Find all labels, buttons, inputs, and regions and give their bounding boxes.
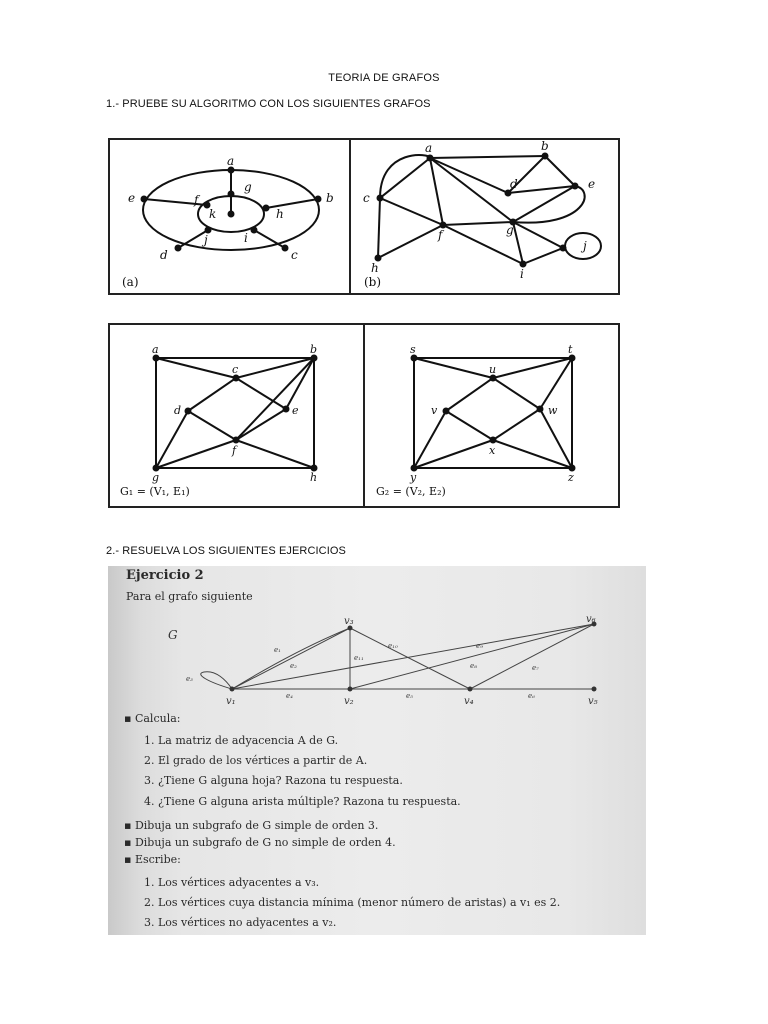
edge-e4: e₄ [286, 692, 293, 700]
fig-b-label-e: e [588, 177, 596, 191]
fig-a-label-e: e [128, 191, 136, 205]
fig-a-label-f: f [194, 193, 199, 207]
write-item-3: 3. Los vértices no adyacentes a v₂. [144, 916, 337, 929]
exercise-subtitle: Para el grafo siguiente [126, 590, 253, 603]
fig-a-label-j: j [204, 233, 208, 247]
g2-label-v: v [431, 404, 438, 417]
g1-label-d: d [174, 404, 182, 417]
edge-e9: e₉ [476, 642, 483, 650]
g1-label-c: c [232, 363, 239, 376]
vertex-v5: v₅ [588, 696, 598, 707]
g1-caption: G₁ = (V₁, E₁) [120, 485, 190, 498]
fig-a-label-k: k [209, 207, 217, 221]
fig-a-caption: (a) [122, 275, 139, 289]
fig-b-label-j: j [583, 239, 587, 253]
bullet-2: ▪ Dibuja un subgrafo de G no simple de orden 4. [124, 836, 396, 849]
graphs-g1-g2-svg [108, 323, 620, 509]
g1-label-h: h [310, 471, 318, 484]
fig-b-label-g: g [506, 223, 514, 237]
g2-label-y: y [410, 471, 417, 484]
edge-e3: e₃ [186, 675, 193, 683]
fig-a-label-a: a [227, 154, 235, 168]
g1-label-e: e [292, 404, 299, 417]
edge-e1: e₁ [274, 646, 281, 654]
vertex-v4: v₄ [464, 696, 474, 707]
g1-label-b: b [310, 343, 318, 356]
fig-b-label-d: d [510, 177, 518, 191]
g1-label-g: g [152, 471, 160, 484]
fig-a-label-c: c [291, 248, 298, 262]
g2-label-u: u [489, 363, 497, 376]
fig-a-label-i: i [244, 231, 248, 245]
fig-b-label-b: b [541, 139, 549, 153]
fig-b-label-h: h [371, 261, 379, 275]
edge-e5: e₅ [406, 692, 413, 700]
calc-item-2: 2. El grado de los vértices a partir de A. [144, 754, 368, 767]
fig-a-label-h: h [276, 207, 284, 221]
edge-e10: e₁₀ [388, 642, 398, 650]
fig-b-label-c: c [363, 191, 370, 205]
calc-label: ▪ Calcula: [124, 712, 181, 725]
g2-caption: G₂ = (V₂, E₂) [376, 485, 446, 498]
calc-item-4: 4. ¿Tiene G alguna arista múltiple? Razona tu respuesta. [144, 795, 461, 808]
calc-item-1: 1. La matriz de adyacencia A de G. [144, 734, 339, 747]
figure-graphs-a-b [108, 138, 620, 296]
write-item-2: 2. Los vértices cuya distancia mínima (menor número de aristas) a v₁ es 2. [144, 896, 561, 909]
g1-label-a: a [152, 343, 159, 356]
graphs-a-b-svg [108, 138, 620, 296]
fig-b-caption: (b) [364, 275, 382, 289]
exercise-graph-name: G [168, 628, 178, 642]
section-2-heading: 2.- RESUELVA LOS SIGUIENTES EJERCICIOS [106, 545, 346, 557]
figure-graphs-g1-g2 [108, 323, 620, 509]
g2-label-z: z [568, 471, 574, 484]
g2-label-s: s [410, 343, 416, 356]
g2-label-w: w [548, 404, 558, 417]
g1-label-f: f [232, 444, 237, 457]
fig-b-label-i: i [520, 267, 524, 281]
fig-b-label-f: f [438, 228, 443, 242]
edge-e8: e₈ [470, 662, 477, 670]
section-1-heading: 1.- PRUEBE SU ALGORITMO CON LOS SIGUIENTES GRAFOS [106, 98, 431, 110]
vertex-v1: v₁ [226, 696, 236, 707]
vertex-v2: v₂ [344, 696, 354, 707]
g2-label-t: t [568, 343, 573, 356]
bullet-3: ▪ Escribe: [124, 853, 181, 866]
vertex-v3: v₃ [344, 616, 354, 627]
bullet-1: ▪ Dibuja un subgrafo de G simple de orden 3. [124, 819, 379, 832]
fig-a-label-d: d [160, 248, 168, 262]
document-title: TEORIA DE GRAFOS [328, 72, 440, 84]
fig-a-label-b: b [326, 191, 334, 205]
fig-a-label-g: g [244, 180, 252, 194]
write-item-1: 1. Los vértices adyacentes a v₃. [144, 876, 320, 889]
exercise-scan [108, 566, 646, 935]
edge-e6: e₆ [528, 692, 535, 700]
vertex-v6: v₆ [586, 614, 596, 625]
edge-e7: e₇ [532, 664, 539, 672]
fig-b-label-a: a [425, 141, 433, 155]
edge-e2: e₂ [290, 662, 297, 670]
exercise-title: Ejercicio 2 [126, 568, 204, 583]
g2-label-x: x [489, 444, 496, 457]
exercise-graph-svg [108, 614, 646, 754]
edge-e11: e₁₁ [354, 654, 364, 662]
calc-item-3: 3. ¿Tiene G alguna hoja? Razona tu respuesta. [144, 774, 403, 787]
